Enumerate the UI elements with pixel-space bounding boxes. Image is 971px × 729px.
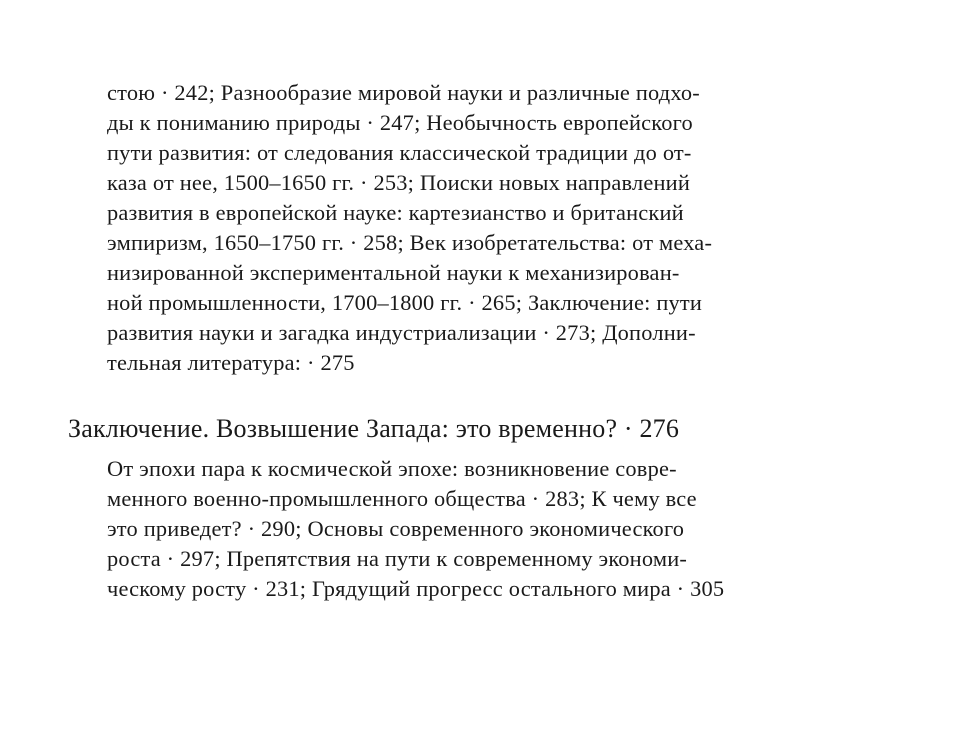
toc-line: ческому росту · 231; Грядущий прогресс остального мира · 305 xyxy=(107,576,725,601)
toc-line: стою · 242; Разнообразие мировой науки и различные подхо- xyxy=(107,80,700,105)
toc-line: развития в европейской науке: картезианство и британский xyxy=(107,200,684,225)
toc-line: это приведет? · 290; Основы современного экономического xyxy=(107,516,685,541)
toc-line: развития науки и загадка индустриализации · 273; Дополни- xyxy=(107,320,696,345)
toc-line: эмпиризм, 1650–1750 гг. · 258; Век изобретательства: от меха- xyxy=(107,230,713,255)
toc-line: низированной экспериментальной науки к механизирован- xyxy=(107,260,680,285)
toc-line: От эпохи пара к космической эпохе: возникновение совре- xyxy=(107,456,677,481)
chapter-heading: Заключение. Возвышение Запада: это временно? · 276 xyxy=(68,414,680,443)
toc-line: тельная литература: · 275 xyxy=(107,350,355,375)
toc-line: ды к пониманию природы · 247; Необычность европейского xyxy=(107,110,693,135)
toc-line: пути развития: от следования классической традиции до от- xyxy=(107,140,692,165)
toc-line: ной промышленности, 1700–1800 гг. · 265; Заключение: пути xyxy=(107,290,703,315)
toc-line: роста · 297; Препятствия на пути к современному экономи- xyxy=(107,546,688,571)
toc-line: каза от нее, 1500–1650 гг. · 253; Поиски новых направлений xyxy=(107,170,691,195)
toc-line: менного военно-промышленного общества · 283; К чему все xyxy=(107,486,697,511)
